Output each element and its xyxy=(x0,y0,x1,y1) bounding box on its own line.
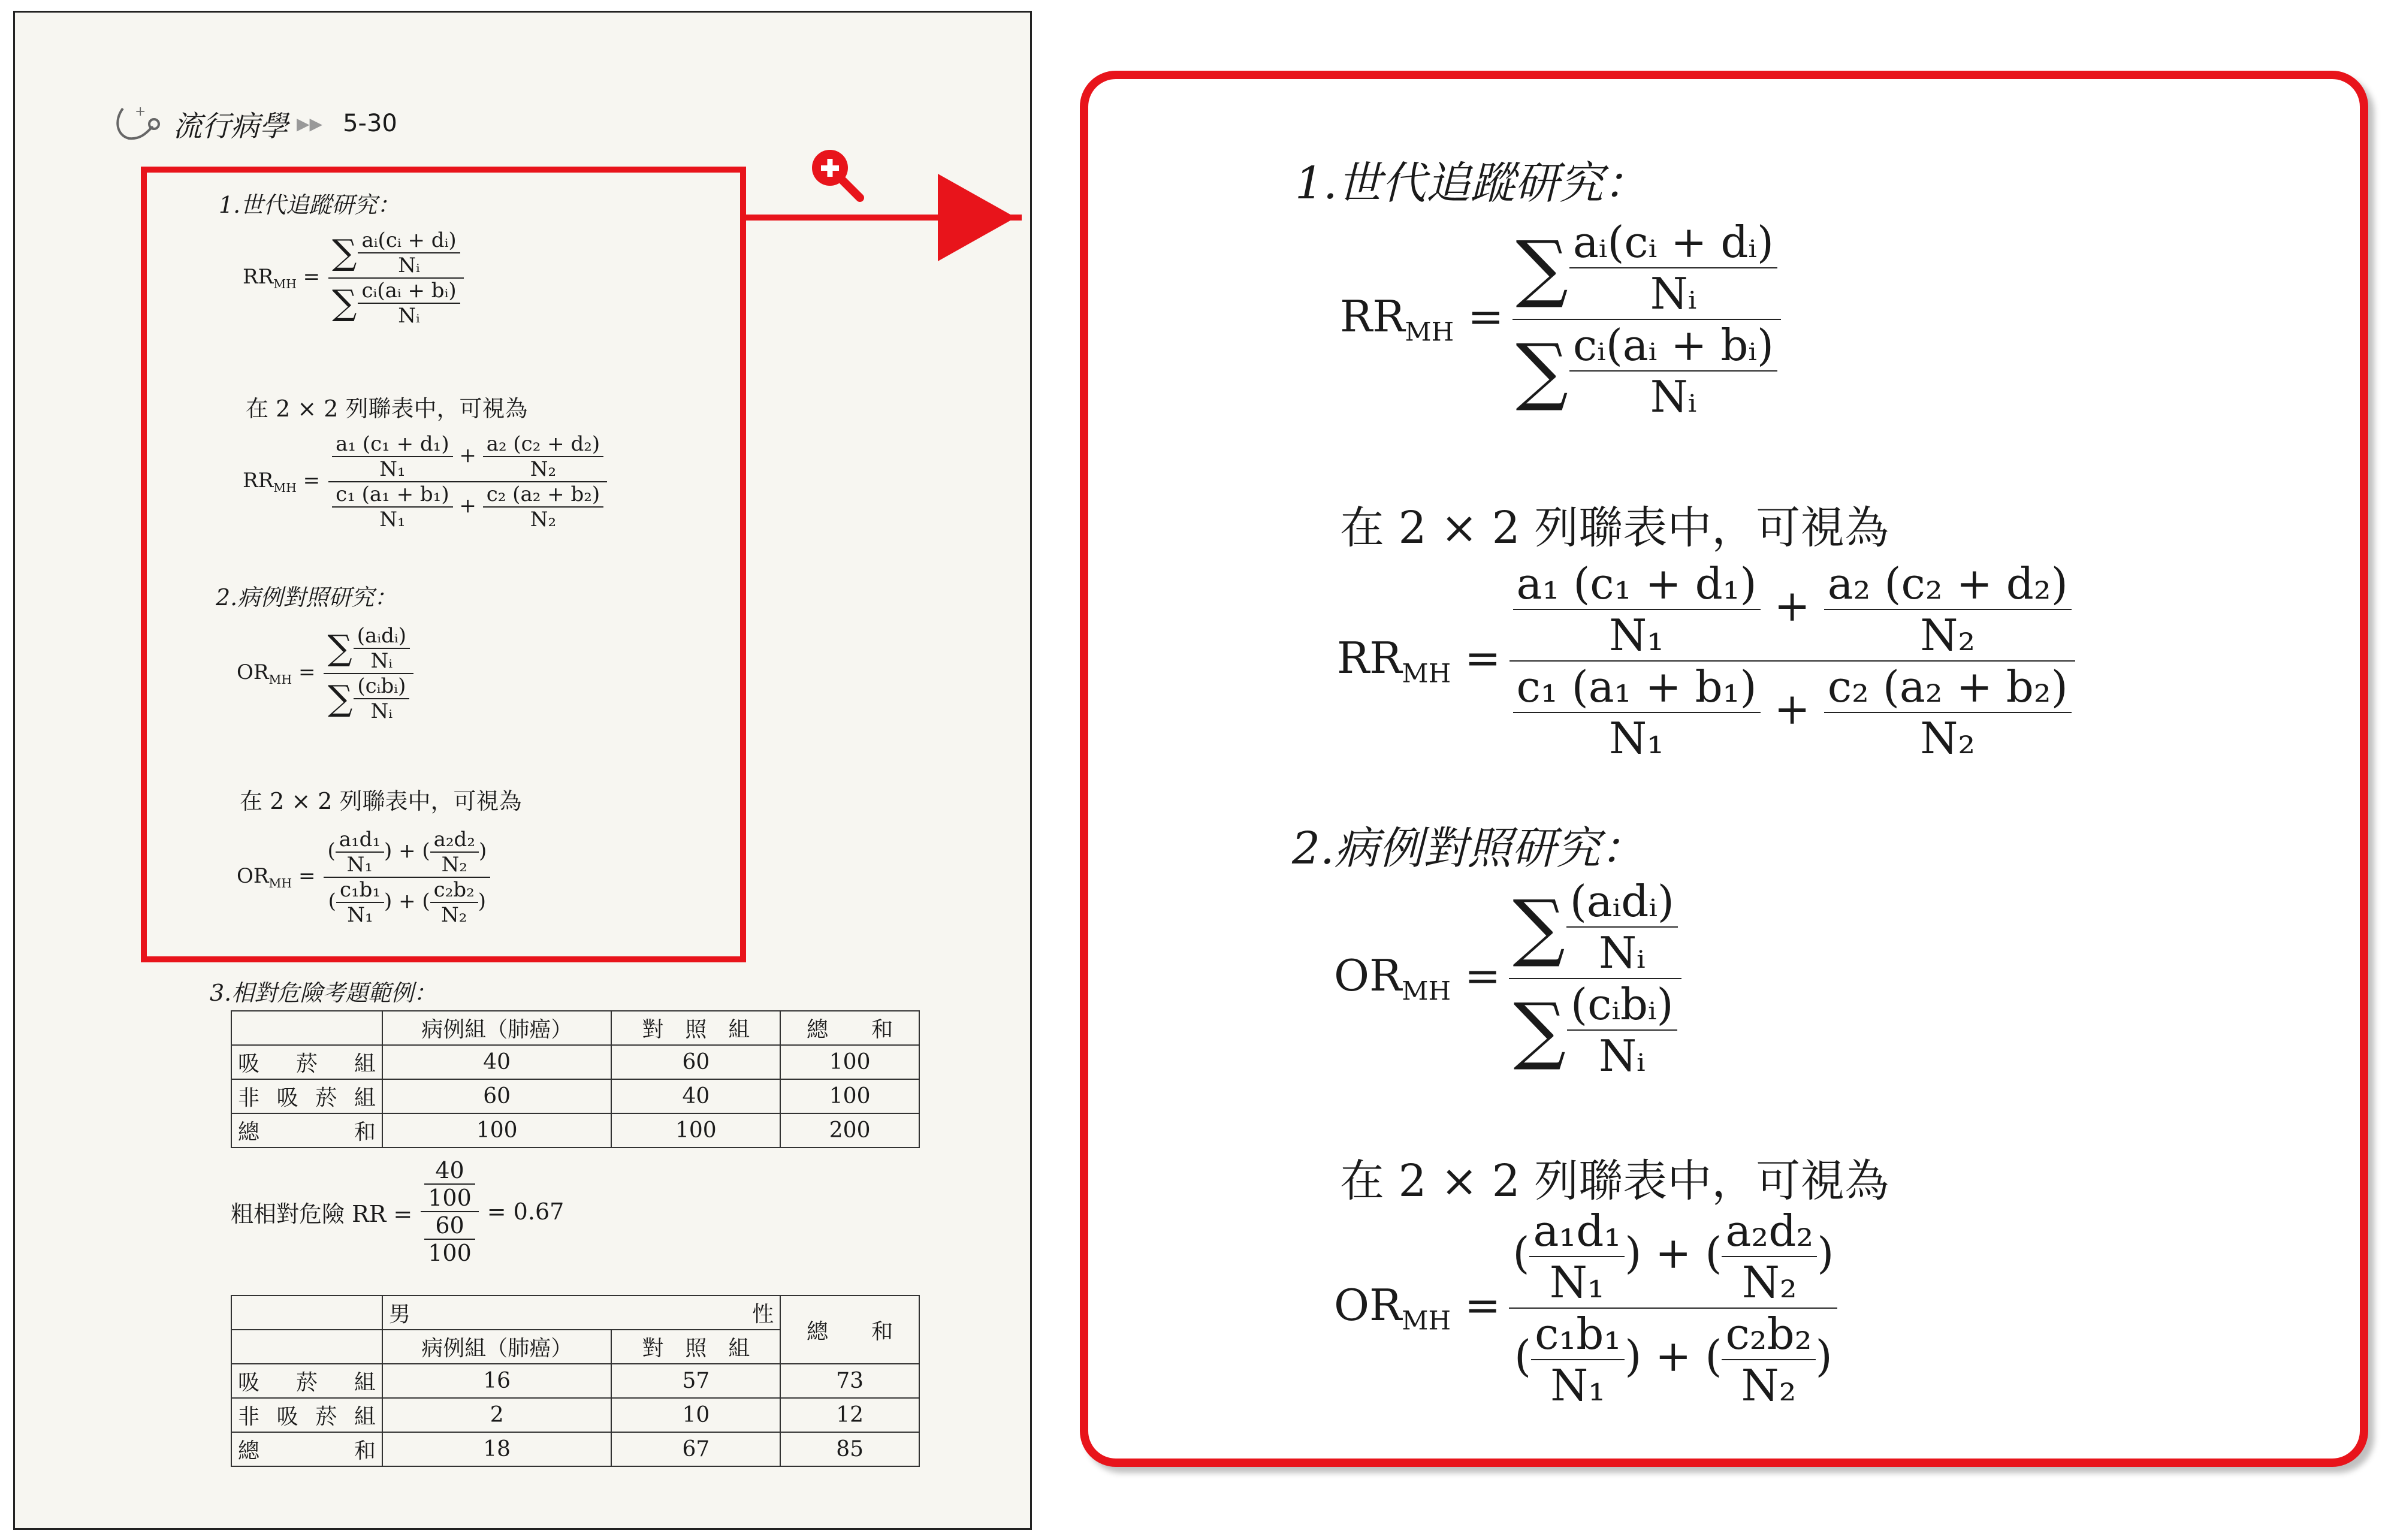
s1-note-small: 在 2 × 2 列聯表中，可視為 xyxy=(246,395,528,422)
page-header xyxy=(111,102,397,144)
stethoscope-logo-icon xyxy=(111,102,165,144)
s1-heading: 1.世代追蹤研究： xyxy=(1295,158,1648,209)
arrow-right-icon xyxy=(938,174,1016,261)
book-title: 流行病學 xyxy=(173,109,289,143)
table-header-row: 病例組（肺癌） 對 照 組 xyxy=(231,1330,919,1364)
zoom-panel xyxy=(1080,71,2368,1467)
header-arrows: ▶▶ xyxy=(297,113,323,134)
s1-heading-small: 1.世代追蹤研究： xyxy=(219,192,400,218)
highlight-box xyxy=(141,167,746,962)
table-smoking-all xyxy=(231,1010,920,1148)
table-row: 吸 菸 組 16 57 73 xyxy=(231,1364,919,1398)
table-row: 總 和 100 100 200 xyxy=(231,1113,919,1148)
s1-note: 在 2 × 2 列聯表中，可視為 xyxy=(1340,502,1889,554)
or-formula: $OR_{MH}$ = ∑ $\frac{\text{(aᵢdᵢ)}}{\text{Nᵢ}}$ ∑ $\frac{\text{(cᵢbᵢ)}}{\text{Nᵢ}}$ xyxy=(1334,876,1681,1081)
s2-heading-small: 2.病例對照研究： xyxy=(216,584,397,611)
s2-heading: 2.病例對照研究： xyxy=(1292,823,1645,874)
rr-2x2-formula: $RR_{MH}$ = $\frac{\text{a₁ (c₁ + d₁)}}{\text{N₁}}$ + $\frac{\text{a₂ (c₂ + d₂)}}{\text{N₂}}$ $\frac{\text{c₁ (a₁ + b₁)}}{\text{N₁}}$ + $\frac{\text{c₂ (a₂ + b₂)}}{\text{N₂}}$ xyxy=(1337,558,2075,763)
or-2x2-small: $OR_{MH}$ = ( $\frac{\text{a₁d₁}}{\text{N₁}}$ ) + ( $\frac{\text{a₂d₂}}{\text{N₂}}$ ) ( $\frac{\text{c₁b₁}}{\text{N₁}}$ ) + ( $\frac{\text{c₂b₂}}{\text{N₂}}$ ) xyxy=(237,828,490,927)
table-row: 非 吸 菸 組 2 10 12 xyxy=(231,1398,919,1432)
crude-rr-formula: 粗相對危險 RR = $\frac{\frac{40}{100}}{\frac{60}{100}}$ = 0.67 xyxy=(231,1157,564,1266)
table-smoking-male xyxy=(231,1295,920,1467)
s2-note-small: 在 2 × 2 列聯表中，可視為 xyxy=(240,788,522,814)
svg-text:+: + xyxy=(135,104,146,119)
table-row: 非 吸 菸 組 60 40 100 xyxy=(231,1079,919,1113)
or-2x2-formula: $OR_{MH}$ = ( $\frac{\text{a₁d₁}}{\text{N₁}}$ ) + ( $\frac{\text{a₂d₂}}{\text{N₂}}$ ) ( $\frac{\text{c₁b₁}}{\text{N₁}}$ ) + ( $\frac{\text{c₂b₂}}{\text{N₂}}$ ) xyxy=(1334,1206,1837,1411)
table-header-row: 病例組（肺癌） 對 照 組 總 和 xyxy=(231,1011,919,1045)
s3-heading: 3.相對危險考題範例： xyxy=(210,980,437,1006)
table-group-row: 男 性 總 和 xyxy=(231,1296,919,1330)
rr-formula: $RR_{MH}$ = ∑ $\frac{\text{aᵢ(cᵢ + dᵢ)}}{\text{Nᵢ}}$ ∑ $\frac{\text{cᵢ(aᵢ + bᵢ)}}{\text{Nᵢ}}$ xyxy=(1340,217,1781,422)
table-row: 總 和 18 67 85 xyxy=(231,1432,919,1466)
zoom-in-icon xyxy=(806,144,866,204)
rr-2x2-small: $RR_{MH}$ = $\frac{\text{a₁ (c₁ + d₁)}}{\text{N₁}}$ + $\frac{\text{a₂ (c₂ + d₂)}}{\text{N₂}}$ $\frac{\text{c₁ (a₁ + b₁)}}{\text{N₁}}$ + $\frac{\text{c₂ (a₂ + b₂)}}{\text{N₂}}$ xyxy=(243,432,607,532)
page-number: 5-30 xyxy=(343,110,397,137)
s2-note: 在 2 × 2 列聯表中，可視為 xyxy=(1340,1155,1889,1207)
rr-formula-small: $RR_{MH}$ = ∑ $\frac{\text{aᵢ(cᵢ + dᵢ)}}{\text{Nᵢ}}$ ∑ $\frac{\text{cᵢ(aᵢ + bᵢ)}}{\text{Nᵢ}}$ xyxy=(243,228,464,328)
or-formula-small: $OR_{MH}$ = ∑ $\frac{\text{(aᵢdᵢ)}}{\text{Nᵢ}}$ ∑ $\frac{\text{(cᵢbᵢ)}}{\text{Nᵢ}}$ xyxy=(237,624,413,723)
table-row: 吸 菸 組 40 60 100 xyxy=(231,1045,919,1079)
